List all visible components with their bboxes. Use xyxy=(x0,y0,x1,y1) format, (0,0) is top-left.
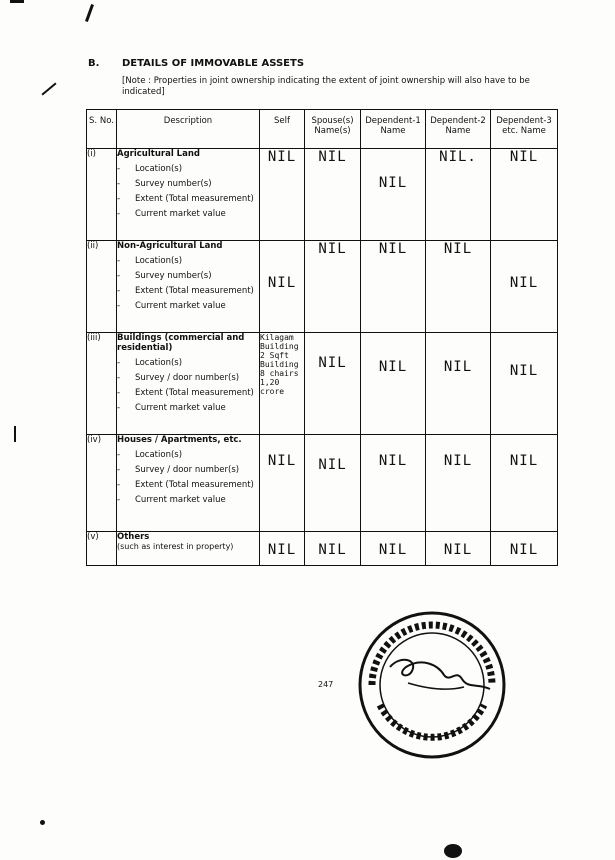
dependent-1-value: NIL xyxy=(361,241,426,333)
row-description xyxy=(117,435,260,532)
dependent-3-value: NIL xyxy=(491,241,558,333)
handwritten-line: 2 Sqft xyxy=(260,351,289,360)
list-item: - Survey number(s) xyxy=(117,271,259,281)
list-item: - Current market value xyxy=(117,495,259,505)
list-item: - Current market value xyxy=(117,403,259,413)
row-title: Houses / Apartments, etc. xyxy=(117,435,242,445)
official-seal xyxy=(352,605,512,765)
row-description xyxy=(117,241,260,333)
dependent-2-value: NIL xyxy=(426,333,491,435)
self-value: NIL xyxy=(260,241,305,333)
list-item: - Current market value xyxy=(117,209,259,219)
row-description xyxy=(117,149,260,241)
list-item: - Location(s) xyxy=(117,358,259,368)
header-dependent-3: Dependent-3 etc. Name xyxy=(491,110,558,149)
row-sno: (iv) xyxy=(87,435,117,532)
handwritten-line: Kilagam xyxy=(260,333,294,342)
header-spouse: Spouse(s) Name(s) xyxy=(305,110,361,149)
header-dependent-2: Dependent-2 Name xyxy=(426,110,491,149)
row-title: Buildings (commercial and residential) xyxy=(117,333,245,353)
table-row xyxy=(87,435,558,532)
row-title: Others xyxy=(117,532,150,542)
row-sno: (ii) xyxy=(87,241,117,333)
scan-mark xyxy=(85,4,94,22)
self-value: NIL xyxy=(260,435,305,532)
spouse-value: NIL xyxy=(305,149,361,241)
self-value: NIL xyxy=(260,149,305,241)
list-item: - Current market value xyxy=(117,301,259,311)
dependent-3-value: NIL xyxy=(491,149,558,241)
section-title: DETAILS OF IMMOVABLE ASSETS xyxy=(122,58,305,69)
self-building-details xyxy=(260,333,305,435)
scan-mark xyxy=(41,82,56,95)
list-item: - Location(s) xyxy=(117,164,259,174)
section-heading xyxy=(88,58,304,69)
list-item: - Extent (Total measurement) xyxy=(117,480,259,490)
row-subtitle: (such as interest in property) xyxy=(117,542,234,551)
spouse-value: NIL xyxy=(305,532,361,566)
dependent-1-value: NIL xyxy=(361,333,426,435)
row-title: Non-Agricultural Land xyxy=(117,241,223,251)
handwritten-line: Building xyxy=(260,342,299,351)
dependent-3-value: NIL xyxy=(491,435,558,532)
spouse-value: NIL xyxy=(305,435,361,532)
dependent-2-value: NIL. xyxy=(426,149,491,241)
scan-mark xyxy=(40,820,45,825)
list-item: - Survey number(s) xyxy=(117,179,259,189)
row-description xyxy=(117,333,260,435)
section-label: B. xyxy=(88,58,100,69)
scan-mark xyxy=(14,426,16,442)
dependent-1-value: NIL xyxy=(361,435,426,532)
list-item: - Survey / door number(s) xyxy=(117,373,259,383)
spouse-value: NIL xyxy=(305,241,361,333)
scan-mark xyxy=(444,844,462,858)
table-header-row xyxy=(87,110,558,149)
header-sno: S. No. xyxy=(87,110,117,149)
list-item: - Location(s) xyxy=(117,256,259,266)
list-item: - Survey / door number(s) xyxy=(117,465,259,475)
dependent-1-value: NIL xyxy=(361,532,426,566)
list-item: - Extent (Total measurement) xyxy=(117,286,259,296)
dependent-1-value: NIL xyxy=(361,149,426,241)
row-description xyxy=(117,532,260,566)
table-row xyxy=(87,149,558,241)
dependent-3-value: NIL xyxy=(491,532,558,566)
header-self: Self xyxy=(260,110,305,149)
dependent-2-value: NIL xyxy=(426,532,491,566)
list-item: - Extent (Total measurement) xyxy=(117,388,259,398)
row-title: Agricultural Land xyxy=(117,149,200,159)
list-item: - Location(s) xyxy=(117,450,259,460)
immovable-assets-table xyxy=(86,109,558,566)
row-sno: (v) xyxy=(87,532,117,566)
dependent-2-value: NIL xyxy=(426,241,491,333)
page-number: 247 xyxy=(318,680,334,689)
table-row xyxy=(87,333,558,435)
table-row xyxy=(87,532,558,566)
note-text: [Note : Properties in joint ownership indicating the extent of joint ownership will also have to be indicated] xyxy=(122,76,530,97)
row-sno: (iii) xyxy=(87,333,117,435)
table-row xyxy=(87,241,558,333)
spouse-value: NIL xyxy=(305,333,361,435)
handwritten-line: 8 chairs xyxy=(260,369,299,378)
dependent-2-value: NIL xyxy=(426,435,491,532)
list-item: - Extent (Total measurement) xyxy=(117,194,259,204)
dependent-3-value: NIL xyxy=(491,333,558,435)
row-sno: (i) xyxy=(87,149,117,241)
header-dependent-1: Dependent-1 Name xyxy=(361,110,426,149)
self-value: NIL xyxy=(260,532,305,566)
header-description: Description xyxy=(117,110,260,149)
handwritten-line: 1,20 crore xyxy=(260,378,285,396)
handwritten-line: Building xyxy=(260,360,299,369)
scan-mark xyxy=(10,0,24,3)
